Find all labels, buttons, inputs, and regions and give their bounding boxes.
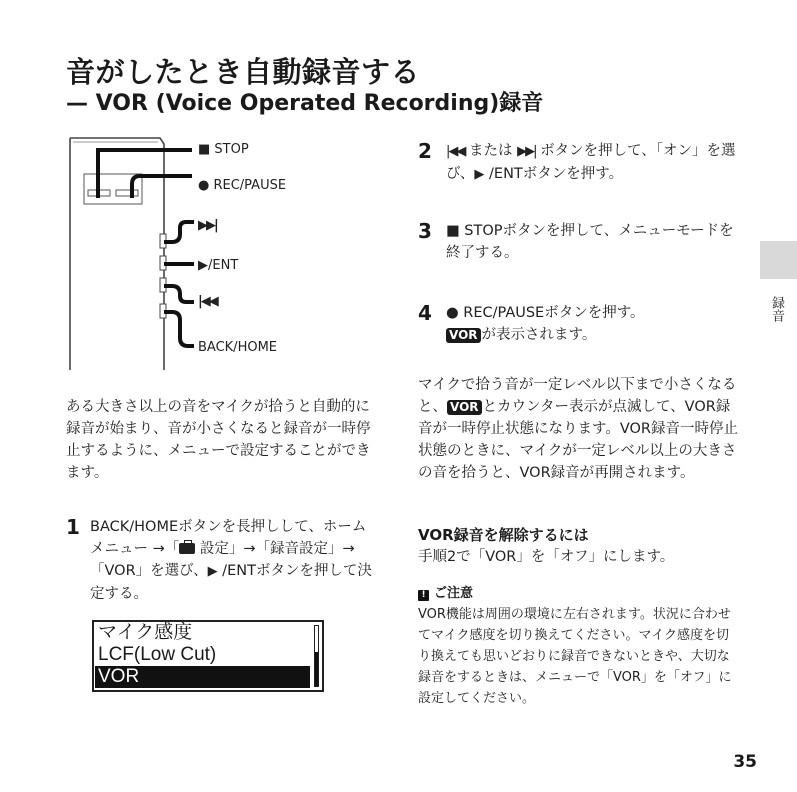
prev-label: |◀◀ <box>198 294 217 309</box>
step-4-line: ● REC/PAUSEボタンを押す。 <box>446 305 645 321</box>
step-2-text <box>446 140 736 186</box>
step-1-text-a: BACK/HOMEボタンを長押しして、ホームメニュー →「 <box>90 519 367 557</box>
step-number: 4 <box>418 301 432 325</box>
lcd-scrollbar <box>314 625 319 687</box>
step-1-text <box>90 516 380 605</box>
step-2-text-c: /ENTボタンを押す。 <box>484 166 624 182</box>
section-label: 録音 <box>769 296 784 322</box>
step-1-text-b: 設定」→「録音設定」→「VOR」を選び、 <box>90 541 355 579</box>
step-number: 3 <box>418 219 432 243</box>
vor-indicator-badge: VOR <box>446 328 481 343</box>
lcd-menu-screen <box>92 620 324 692</box>
step-2-text-a: または <box>464 143 518 159</box>
step-number: 1 <box>66 515 80 539</box>
play-icon: ▶ <box>207 564 218 579</box>
lcd-scrollbar-thumb <box>315 652 318 686</box>
lcd-menu-item-selected: VOR <box>95 666 310 688</box>
back-home-label: BACK/HOME <box>198 340 278 355</box>
lcd-menu-item: LCF(Low Cut) <box>98 644 217 665</box>
next-label: ▶▶| <box>198 218 217 233</box>
next-icon: ▶▶| <box>517 144 536 159</box>
explanation-part-1: マイクで拾う音が一定レベル以下まで小さくなると、 <box>418 377 737 415</box>
play-ent-label: ▶/ENT <box>198 258 239 273</box>
step-3-text: ■ STOPボタンを押して、メニューモードを終了する。 <box>446 223 734 261</box>
step-4-text <box>446 302 736 346</box>
play-icon: ▶ <box>474 167 485 182</box>
vor-explanation <box>418 374 738 484</box>
note-header <box>418 584 473 604</box>
step-2-text-b: ボタンを押して、「オン」を選び、 <box>446 143 736 182</box>
prev-icon: |◀◀ <box>446 144 465 159</box>
lcd-menu-item: マイク感度 <box>98 622 193 643</box>
section-tab <box>760 241 797 279</box>
page-subtitle: — VOR (Voice Operated Recording)録音 <box>66 91 544 116</box>
intro-text: ある大きさ以上の音をマイクが拾うと自動的に録音が始まり、音が小さくなると録音が一時停止するように、メニューで設定することができます。 <box>66 399 371 481</box>
note-text: VOR機能は周囲の環境に左右されます。状況に合わせてマイク感度を切り換えてください。マイク感度を切り換えても思いどおりに録音できないときや、大切な録音をするときは、メニューで「VOR」を「オフ」に設定してください。 <box>418 607 732 706</box>
toolbox-icon <box>179 543 195 554</box>
vor-indicator-badge: VOR <box>447 400 482 415</box>
explanation-part-2: とカウンター表示が点滅して、VOR録音が一時停止状態になります。VOR録音一時停止状態のときに、マイクが一定レベル以上の大きさの音を拾うと、VOR録音が再開されます。 <box>418 399 738 481</box>
note-heading: ご注意 <box>434 586 474 601</box>
cancel-heading: VOR録音を解除するには <box>418 526 589 544</box>
step-number: 2 <box>418 139 432 163</box>
step-4-line-2: が表示されます。 <box>481 327 597 343</box>
step-1-text-c: /ENTボタンを押して決定する。 <box>90 563 372 602</box>
page-number: 35 <box>733 752 757 772</box>
recorder-illustration <box>60 134 200 370</box>
cancel-text: 手順2で「VOR」を「オフ」にします。 <box>418 549 675 565</box>
rec-pause-label: ● REC/PAUSE <box>198 178 287 193</box>
page-title: 音がしたとき自動録音する <box>66 55 421 89</box>
stop-label: ■ STOP <box>198 142 249 157</box>
caution-icon: ! <box>418 590 429 601</box>
